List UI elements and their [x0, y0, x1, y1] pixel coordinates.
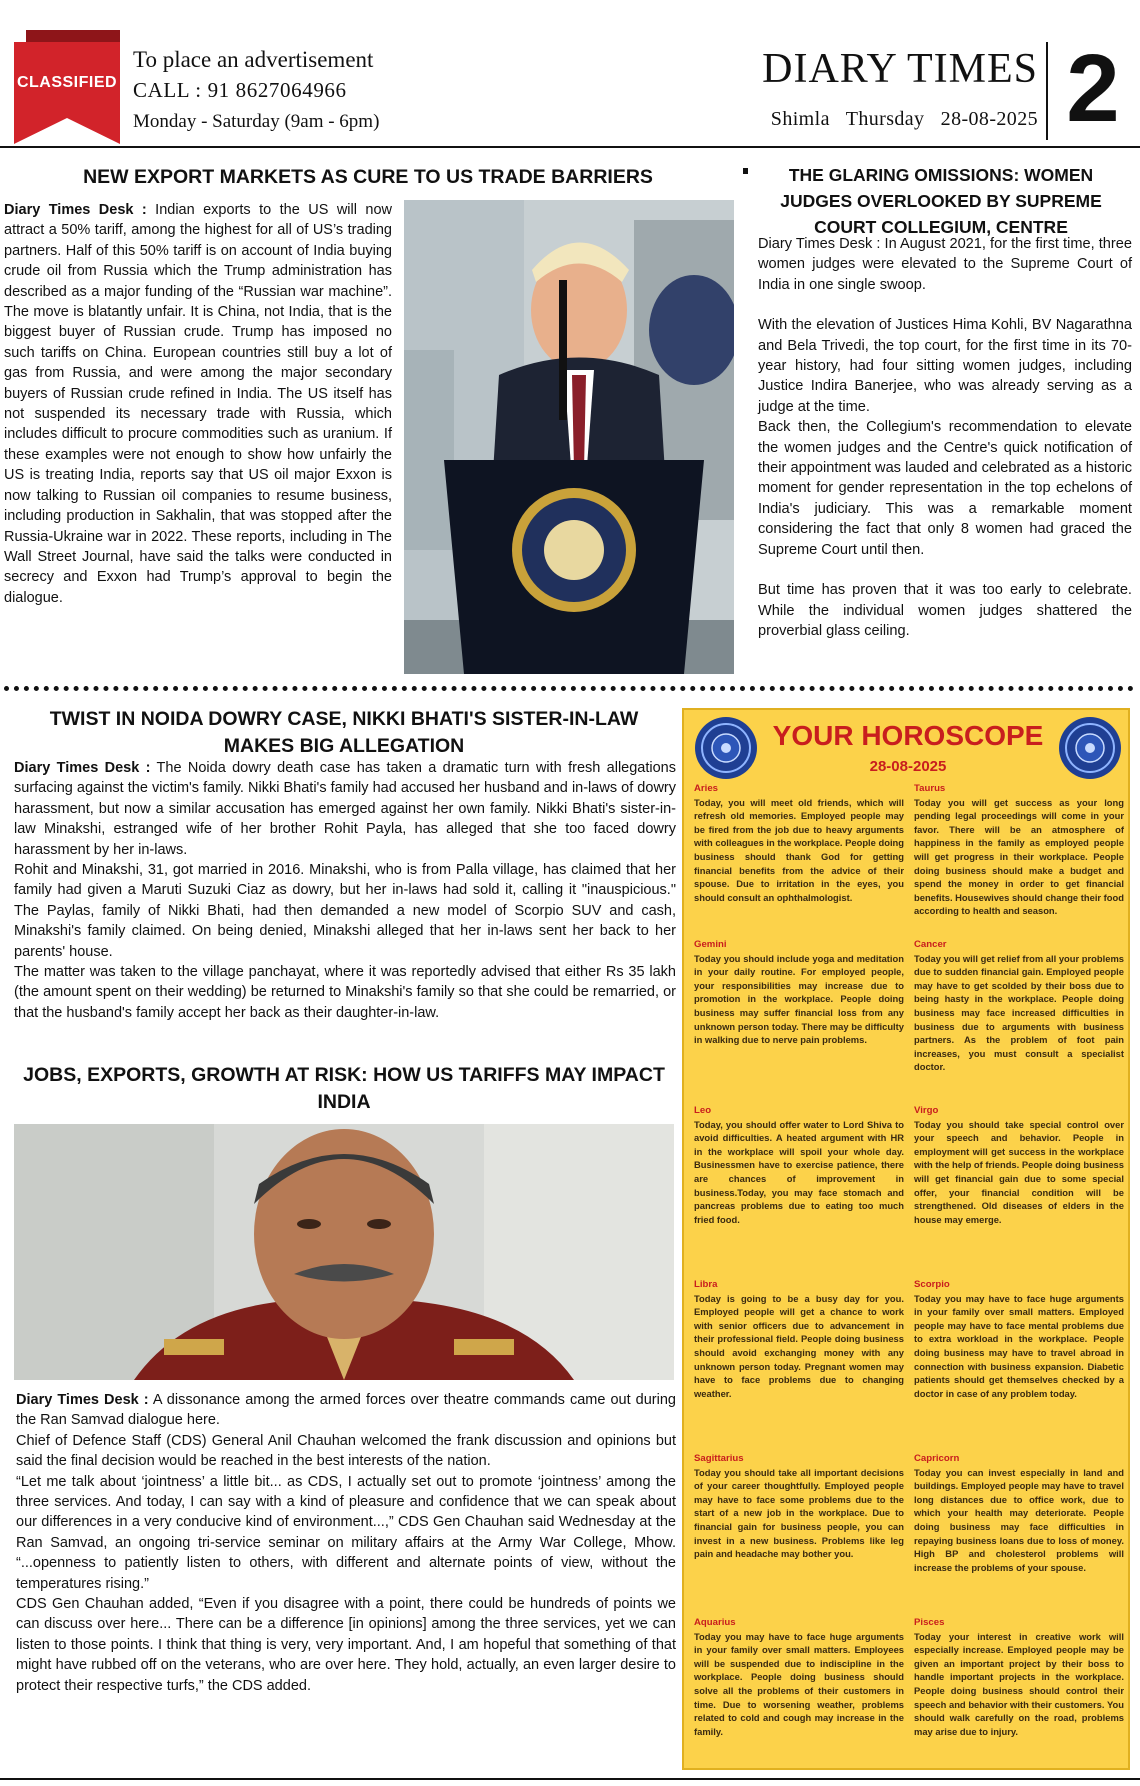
- page-number: 2: [1066, 35, 1120, 142]
- header-divider: [1046, 42, 1048, 140]
- sign-text: Today is going to be a busy day for you. Employed people will get a chance to work with senior officers due to advancement in their professional field. People doing business should avoid exchanging money with any unknown person today. Pregnant women may have to face problems due to changing weather.: [694, 1292, 904, 1399]
- sign-text: Today you should take special control over your speech and behavior. People in employment will get success in the workplace with the help of friends. People doing business will get financial gain due to some special offer, your financial condition will be strengthened. Old diseases of elders in the house may emerge.: [914, 1118, 1124, 1225]
- footer-rule: [0, 1778, 1140, 1780]
- masthead: DIARY TIMES: [762, 46, 1038, 92]
- dateline-city: Shimla: [770, 108, 830, 130]
- sign-text: Today, you will meet old friends, which will refresh old memories. Employed people may be fired from the job due to heavy arguments with colleagues in the workplace. People doing business should thank God for getting financial benefits from the advice of their spouse. Due to irritation in the eyes, you should consult an ophthalmologist.: [694, 796, 904, 903]
- judges-paragraph: With the elevation of Justices Hima Kohli, BV Nagarathna and Bela Trivedi, the top court, for the first time in its 70-year history, had four sitting women judges, including Justice Indira Banerjee, who was already serving as a judge at the time.: [758, 317, 1132, 415]
- sign-sagittarius: [694, 1452, 904, 1561]
- sign-name: Cancer: [914, 939, 947, 950]
- contact-line-1: To place an advertisement: [133, 47, 374, 72]
- sign-capricorn: [914, 1452, 1124, 1574]
- tariffs-paragraph: CDS Gen Chauhan added, “Even if you disagree with a point, there could be hundreds of points we can discuss over here... There can be a difference [in opinions] among the three services, yet we can listen to those points. I think that thing is very, very important. And, I am hopeful that something of that might have rubbed off on the veterans, who are over here. They hold, actually, an even larger desire to protect their respective turfs,” the CDS added.: [16, 1596, 676, 1694]
- tariffs-headline: JOBS, EXPORTS, GROWTH AT RISK: HOW US TARIFFS MAY IMPACT INDIA: [23, 1064, 665, 1113]
- tariffs-paragraph: Chief of Defence Staff (CDS) General Anil Chauhan welcomed the frank discussion and opinions but said the final decision would be reached in the best interests of the nation.: [16, 1432, 676, 1470]
- export-body: [4, 200, 392, 608]
- dateline-day: Thursday: [845, 108, 925, 130]
- cds-chauhan-photo: [14, 1124, 674, 1380]
- sign-text: Today you should take all important decisions of your career thoughtfully. Employed people may have to face some problems due to the start of a new job in the workplace. Due to financial gain for business people, you can invest in a new business. Problems like leg pain and headache may bother you.: [694, 1466, 904, 1560]
- sign-name: Libra: [694, 1279, 718, 1290]
- tariffs-byline: Diary Times Desk :: [16, 1392, 149, 1408]
- horoscope-date: 28-08-2025: [869, 758, 947, 775]
- contact-phone: CALL : 91 8627064966: [133, 78, 347, 102]
- dowry-headline: TWIST IN NOIDA DOWRY CASE, NIKKI BHATI'S SISTER-IN-LAW MAKES BIG ALLEGATION: [49, 708, 639, 757]
- sign-virgo: [914, 1104, 1124, 1226]
- judges-paragraph: But time has proven that it was too early to celebrate. While the individual women judges shattered the proverbial glass ceiling.: [758, 582, 1132, 639]
- judges-body: [758, 234, 1132, 641]
- sign-text: Today you may have to face huge arguments in your family over small matters. Employed people may have to face mental problems due to extra workload in the workplace. People doing business may have to travel abroad in connection with business expansion. Diabetic patients should get themselves checked by a doctor in case of any problem today.: [914, 1292, 1124, 1399]
- tariffs-text: A dissonance among the armed forces over theatre commands came out during the Ran Samvad dialogue here.: [16, 1392, 676, 1429]
- dowry-body: [14, 758, 676, 1023]
- dowry-paragraph: The matter was taken to the village panchayat, where it was reportedly advised that either Rs 35 lakh (the amount spent on their wedding) be returned to Minakshi's family so that she could be remarried, or that the husband's family accept her back as their daughter-in-law.: [14, 964, 676, 1021]
- judges-paragraph: Diary Times Desk : In August 2021, for the first time, three women judges were elevated to the Supreme Court of India in one single swoop.: [758, 236, 1132, 293]
- export-text: Indian exports to the US will now attract a 50% tariff, among the highest for all of US’s trading partners. Half of this 50% tariff is on account of India buying crude oil from Russia which the Trump administration has described as a major funding of the “Russian war machine”. The move is blatantly unfair. It is China, not India, that is the biggest buyer of Russian crude. Trump has imposed no such tariffs on China. European countries still buy a lot of gas from Russia, and were among the major secondary buyers of Russian crude refined in India. The US itself has not suspended its necessary trade with Russia, which includes difficult to procure commodities such as uranium. If these examples were not enough to show how unfairly the US is treating India, reports say that US oil major Exxon is now talking to Russian oil companies to resume business, including production in Sakhalin, that was stopped after the Russia-Ukraine war in 2022. These reports, including in The Wall Street Journal, have said the talks were conducted in secrecy and Exxon had Trump’s approval to begin the dialogue.: [4, 202, 392, 606]
- sign-taurus: [914, 782, 1124, 918]
- sign-pisces: [914, 1616, 1124, 1738]
- trump-podium-photo: [404, 200, 734, 674]
- export-byline: Diary Times Desk :: [4, 202, 147, 218]
- sign-text: Today you should include yoga and meditation in your daily routine. For employed people, your responsibilities may increase due to promotion in the workplace. People doing business may suffer financial loss from any unknown person today. There may be difficulty in walking due to nerve pain problems.: [694, 952, 904, 1046]
- sign-name: Pisces: [914, 1617, 945, 1628]
- header-rule: [0, 146, 1140, 148]
- classified-label: CLASSIFIED: [16, 74, 118, 91]
- judges-headline: THE GLARING OMISSIONS: WOMEN JUDGES OVERLOOKED BY SUPREME COURT COLLEGIUM, CENTRE: [780, 165, 1102, 237]
- sign-aquarius: [694, 1616, 904, 1738]
- sign-name: Sagittarius: [694, 1453, 744, 1464]
- dateline: [730, 108, 1038, 131]
- classified-ribbon: [14, 30, 120, 144]
- tariffs-body: [16, 1390, 676, 1696]
- horoscope-title: YOUR HOROSCOPE: [772, 720, 1044, 751]
- dateline-date: 28-08-2025: [940, 108, 1038, 130]
- sign-text: Today you can invest especially in land and buildings. Employed people may have to travel long distances due to office work, due to which your health may deteriorate. People doing business may face difficulties in repaying business loans due to loss of money. High BP and cholesterol problems will increase the problems of your spouse.: [914, 1466, 1124, 1573]
- advertisement-contact: [133, 44, 379, 137]
- tariffs-paragraph: “Let me talk about ‘jointness’ a little bit... as CDS, I actually set out to promote ‘jointness’ among the three services. And today, I can say with a kind of pleasure and confidence that we can speak about our differences in a very conducive kind of environment...,” CDS Gen Chauhan said Wednesday at the Ran Samvad, an ongoing tri-service seminar on military affairs at the Army War College, Mhow. “...openness to patiently listen to others, with different and alternate points of view, without the temperatures rising.”: [16, 1473, 676, 1592]
- sign-libra: [694, 1278, 904, 1400]
- dowry-paragraph: Rohit and Minakshi, 31, got married in 2016. Minakshi, who is from Palla village, has claimed that her family had given a Maruti Suzuki Ciaz as dowry, but her in-laws had sold it, calling it "inauspicious." The Paylas, family of Nikki Bhati, had then demanded a new model of Scorpio SUV and cash, Minakshi's family claimed. On being denied, Minakshi alleged that her in-laws sent her back to her parents' house.: [14, 862, 676, 960]
- sign-name: Scorpio: [914, 1279, 950, 1290]
- sign-aries: [694, 782, 904, 904]
- sign-gemini: [694, 938, 904, 1047]
- sign-text: Today your interest in creative work will especially increase. Employed people may be given an important project by their boss to handle important projects in the workplace. People doing business should control their speech and behavior with their customers. You should walk carefully on the road, problems may arise due to injury.: [914, 1630, 1124, 1737]
- sign-text: Today you will get relief from all your problems due to sudden financial gain. Employed people may have to get scolded by their boss due to being hasty in the workplace. People doing business may face increased difficulties in business due to arguments with business partners. As the problem of foot pain increases, you must consult a specialist doctor.: [914, 952, 1124, 1073]
- sign-leo: [694, 1104, 904, 1226]
- judges-paragraph: Back then, the Collegium's recommendation to elevate the women judges and the Centre's quick notification of their appointment was lauded and celebrated as a historic moment for gender representation in the top echelons of India's judiciary. This was a remarkable moment considering the fact that only 8 women had graced the Supreme Court until then.: [758, 419, 1132, 558]
- contact-hours: Monday - Saturday (9am - 6pm): [133, 111, 380, 132]
- sign-name: Gemini: [694, 939, 727, 950]
- section-divider: [4, 686, 1134, 691]
- sign-name: Aquarius: [694, 1617, 736, 1628]
- sign-scorpio: [914, 1278, 1124, 1400]
- judges-rule-mark: [743, 168, 748, 174]
- dowry-byline: Diary Times Desk :: [14, 760, 151, 776]
- horoscope-box: [682, 708, 1130, 1770]
- sign-name: Virgo: [914, 1105, 939, 1116]
- sign-name: Aries: [694, 783, 718, 794]
- sign-name: Taurus: [914, 783, 946, 794]
- sign-name: Leo: [694, 1105, 712, 1116]
- sign-name: Capricorn: [914, 1453, 960, 1464]
- sign-cancer: [914, 938, 1124, 1074]
- dowry-text: The Noida dowry death case has taken a dramatic turn with fresh allegations surfacing against the victim's family. Nikki Bhati's family had accused her husband and in-laws of dowry harassment, but now a similar accusation has emerged against her own family. Nikki Bhati's sister-in-law Minakshi, estranged wife of her brother Rohit Payla, has alleged that she too faced dowry harassment by her in-laws.: [14, 760, 677, 858]
- export-headline: NEW EXPORT MARKETS AS CURE TO US TRADE BARRIERS: [83, 166, 653, 188]
- sign-text: Today you will get success as your long pending legal proceedings will come in your favor. There will be an atmosphere of happiness in the family as employed people will get progress in their workplace. People doing business should make a budget and spend the money in order to get financial benefits. Housewives should change their food according to health and season.: [914, 796, 1124, 917]
- sign-text: Today you may have to face huge arguments in your family over small matters. Employees will be suspended due to indiscipline in the workplace. People doing business should solve all the problems of their customers in time. Due to worsening weather, problems related to cold and cough may increase in the family.: [694, 1630, 904, 1737]
- sign-text: Today, you should offer water to Lord Shiva to avoid difficulties. A heated argument with HR in the workplace will spoil your whole day. Businessmen have to exercise patience, there are chances of improvement in business.Today, you may face stomach and pancreas problems due to eating too much fried food.: [694, 1118, 904, 1225]
